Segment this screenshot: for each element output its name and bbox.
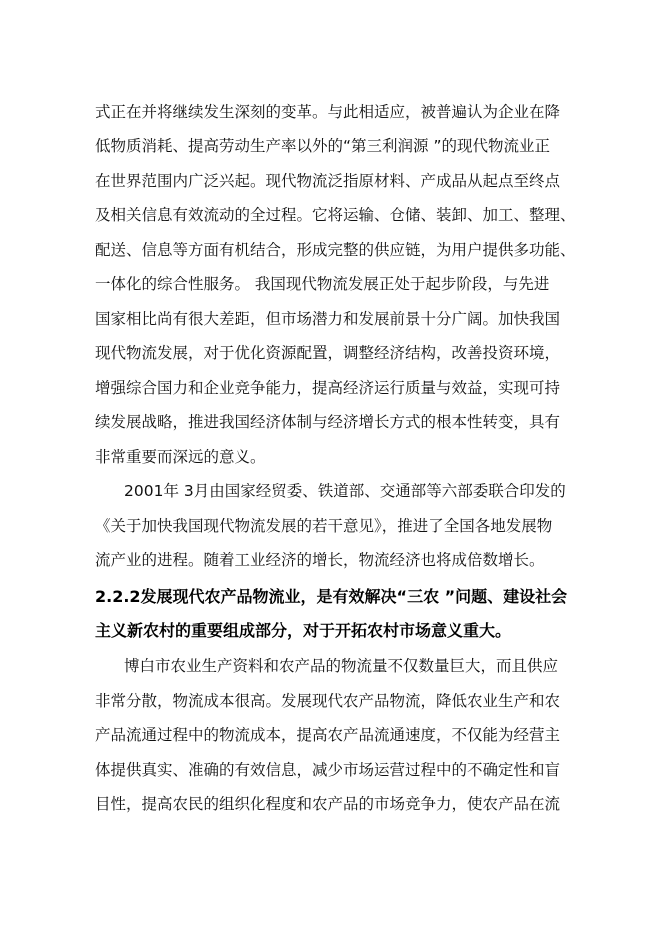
body-line-17: 博白市农业生产资料和农产品的物流量不仅数量巨大，而且供应	[124, 657, 559, 675]
body-line-6: 一体化的综合性服务。 我国现代物流发展正处于起步阶段，与先进	[95, 275, 550, 293]
body-line-10: 续发展战略，推进我国经济体制与经济增长方式的根本性转变，具有	[95, 413, 561, 431]
body-line-21: 目性，提高农民的组织化程度和农产品的市场竞争力，使农产品在流	[95, 795, 561, 813]
body-line-18: 非常分散，物流成本很高。发展现代农产品物流，降低农业生产和农	[95, 692, 561, 710]
body-line-12: 2001年 3月由国家经贸委、铁道部、交通部等六部委联合印发的	[124, 482, 566, 500]
body-line-3: 在世界范围内广泛兴起。现代物流泛指原材料、产成品从起点至终点	[95, 172, 561, 190]
body-line-7: 国家相比尚有很大差距，但市场潜力和发展前景十分广阔。加快我国	[95, 310, 561, 328]
body-line-8: 现代物流发展，对于优化资源配置，调整经济结构，改善投资环境，	[95, 344, 561, 362]
body-line-11: 非常重要而深远的意义。	[95, 448, 266, 466]
body-line-4: 及相关信息有效流动的全过程。它将运输、仓储、装卸、加工、整理、	[95, 206, 576, 224]
section-heading-line-2: 主义新农村的重要组成部分，对于开拓农村市场意义重大。	[95, 621, 512, 640]
body-line-1: 式正在并将继续发生深刻的变革。与此相适应，被普遍认为企业在降	[95, 103, 561, 121]
body-line-5: 配送、信息等方面有机结合，形成完整的供应链，为用户提供多功能、	[95, 241, 576, 259]
body-line-2: 低物质消耗、提高劳动生产率以外的“第三利润源 ”的现代物流业正	[95, 137, 550, 155]
body-line-20: 体提供真实、准确的有效信息，减少市场运营过程中的不确定性和盲	[95, 761, 561, 779]
body-line-19: 产品流通过程中的物流成本，提高农产品流通速度，不仅能为经营主	[95, 726, 561, 744]
body-line-13: 《关于加快我国现代物流发展的若干意见》，推进了全国各地发展物	[95, 517, 553, 535]
section-heading-line-1: 2.2.2发展现代农产品物流业，是有效解决“三农 ”问题、建设社会	[95, 587, 568, 606]
body-line-9: 增强综合国力和企业竞争能力，提高经济运行质量与效益，实现可持	[95, 379, 561, 397]
body-line-14: 流产业的进程。随着工业经济的增长，物流经济也将成倍数增长。	[95, 551, 545, 569]
